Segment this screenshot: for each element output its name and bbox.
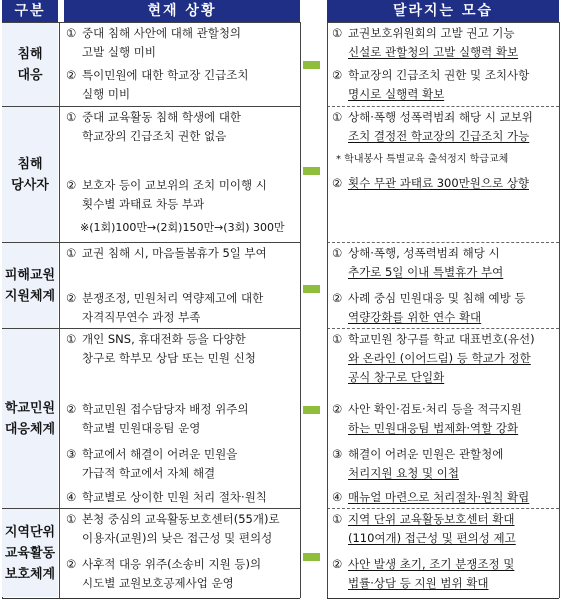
current-note: ※(1회)100만→(2회)150만→(3회) 300만 <box>80 221 285 234</box>
category-victim-support: 피해교원 지원체계 <box>2 243 58 328</box>
arrow-icon <box>303 553 320 561</box>
arrow-icon <box>303 406 320 414</box>
change-item: ① 교권보호위원회의 고발 권고 기능 신설로 관할청의 고발 실행력 확보 <box>332 26 519 59</box>
change-item: ③ 해결이 어려운 민원은 관할청에 처리지원 요청 및 이첩 <box>332 447 504 480</box>
change-item: ① 지역 단위 교육활동보호센터 확대 (110여개) 접근성 및 편의성 제고 <box>332 512 516 545</box>
current-item: ① 중대 침해 사안에 대해 관할청의 고발 실행 미비 <box>66 26 242 59</box>
current-item: ② 학교민원 접수담당자 배정 위주의 학교별 민원대응팀 운영 <box>66 402 249 435</box>
arrow-icon <box>303 167 320 175</box>
category-regional-protection: 지역단위 교육활동 보호체계 <box>2 509 58 597</box>
category-infringement-response: 침해 대응 <box>2 23 58 106</box>
change-item: ④ 매뉴얼 마련으로 처리절차·원칙 확립 <box>332 490 530 504</box>
change-item: ① 학교민원 창구를 학교 대표번호(유선) 와 온라인 (이어드림) 등 학교가 정한 공식 창구로 단일화 <box>332 332 535 384</box>
change-item: ① 상해·폭행, 성폭력범죄 해당 시 추가로 5일 이내 특별휴가 부여 <box>332 246 504 279</box>
arrow-icon <box>303 285 320 293</box>
category-school-complaints: 학교민원 대응체계 <box>2 329 58 508</box>
change-item: ② 사례 중심 민원대응 및 침해 예방 등 역량강화를 위한 연수 확대 <box>332 291 526 324</box>
current-item: ② 분쟁조정, 민원처리 역량제고에 대한 자격직무연수 과정 부족 <box>66 291 264 324</box>
current-item: ③ 학교에서 해결이 어려운 민원을 가급적 학교에서 자체 해결 <box>66 447 238 480</box>
header-current: 현재 상황 <box>64 0 300 22</box>
change-item: ② 학교장의 긴급조치 권한 및 조치사항 명시로 실행력 확보 <box>332 68 530 101</box>
current-item: ① 교권 침해 시, 마음돌봄휴가 5일 부여 <box>66 246 267 260</box>
header-change: 달라지는 모습 <box>327 0 559 22</box>
change-item: ② 사안 확인·검토·처리 등을 적극지원 하는 민원대응팀 법제화·역할 강화 <box>332 402 522 435</box>
current-item: ② 사후적 대응 위주(소송비 지원 등)의 시도별 교원보호공제사업 운영 <box>66 557 262 590</box>
change-item: ② 사안 발생 초기, 조기 분쟁조정 및 법률·상담 등 지원 범위 확대 <box>332 557 515 590</box>
current-item: ④ 학교별로 상이한 민원 처리 절차·원칙 <box>66 490 267 504</box>
change-item: ① 상해·폭행 성폭력범죄 해당 시 교보위 조치 결정전 학교장의 긴급조치 가능 <box>332 110 533 143</box>
category-infringer: 침해 당사자 <box>2 107 58 242</box>
current-item: ① 본청 중심의 교육활동보호센터(55개)로 이용자(교원)의 낮은 접근성 및 편의성 <box>66 512 280 545</box>
arrow-icon <box>303 61 320 69</box>
current-item: ① 개인 SNS, 휴대전화 등을 다양한 창구로 학부모 상담 또는 민원 신청 <box>66 332 256 365</box>
current-item: ② 보호자 등이 교보위의 조치 미이행 시 횟수별 과태료 차등 부과 <box>66 178 267 211</box>
change-note: * 학내봉사 특별교육 출석정지 학급교체 <box>336 154 509 165</box>
change-item: ② 횟수 무관 과태료 300만원으로 상향 <box>332 176 529 190</box>
current-item: ① 중대 교육활동 침해 학생에 대한 학교장의 긴급조치 권한 없음 <box>66 110 242 143</box>
header-category: 구분 <box>2 0 58 22</box>
current-item: ② 특이민원에 대한 학교장 긴급조치 실행 미비 <box>66 68 249 101</box>
